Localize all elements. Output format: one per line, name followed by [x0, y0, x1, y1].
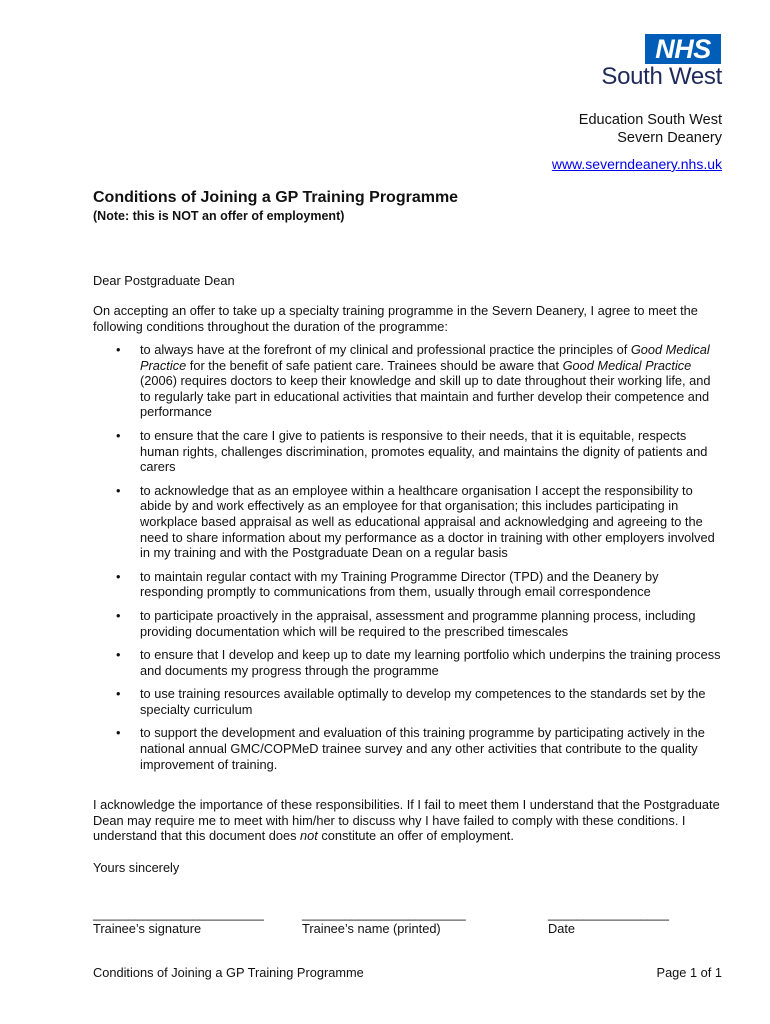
- closing-paragraph: [93, 797, 723, 844]
- list-item: [93, 483, 723, 561]
- deanery-name: Severn Deanery: [617, 130, 722, 146]
- page-number: Page 1 of 1: [656, 965, 722, 980]
- list-item-text: to participate proactively in the appraisal, assessment and programme planning process, including providing documentation which will be required to the prescribed timescales: [140, 607, 696, 639]
- list-item-text: to support the development and evaluation of this training programme by participating actively in the national annual GMC/COPMeD trainee survey and any other activities that contribute to the quality improvement of training.: [140, 725, 705, 772]
- closing-text-end: constitute an offer of employment.: [317, 828, 514, 844]
- list-item: [93, 647, 723, 678]
- signature-line[interactable]: ________________________: [93, 906, 264, 921]
- date-line[interactable]: _________________: [548, 906, 669, 921]
- date-label: Date: [548, 921, 576, 936]
- bullet-icon: •: [116, 647, 121, 663]
- list-item: [93, 428, 723, 475]
- name-line[interactable]: _______________________: [302, 906, 466, 921]
- nhs-logo: NHS: [645, 34, 721, 64]
- list-item-text: to always have at the forefront of my clinical and professional practice the principles of: [140, 342, 631, 357]
- bullet-icon: •: [116, 482, 121, 498]
- list-item-text: to maintain regular contact with my Training Programme Director (TPD) and the Deanery by responding promptly to communications from them, usually through email correspondence: [140, 568, 659, 600]
- list-item-text: to ensure that I develop and keep up to date my learning portfolio which underpins the training process and documents my progress through the programme: [140, 647, 721, 678]
- list-item-text: to acknowledge that as an employee within a healthcare organisation I accept the responsibility to abide by and work effectively as an employee for that organisation; this includes participating in workplace based appraisal as well as educational appraisal and acknowledging and agreeing to the need to share information about my performance as a doctor in training with other employers involved in my training and with the Postgraduate Dean on a regular basis: [140, 482, 715, 561]
- list-item: [93, 686, 723, 717]
- greeting: Dear Postgraduate Dean: [93, 273, 235, 288]
- closing-text: I acknowledge the importance of these responsibilities. If I fail to meet them I understand that the Postgraduate Dean may require me to meet with him/her to discuss why I have failed to comply with these conditions. I understand that this document does: [93, 797, 720, 844]
- gmp-emphasis: Good Medical Practice: [140, 342, 710, 373]
- bullet-icon: •: [116, 686, 121, 702]
- bullet-icon: •: [116, 568, 121, 584]
- document-title: Conditions of Joining a GP Training Programme: [93, 189, 459, 206]
- signature-label: Trainee’s signature: [93, 921, 202, 936]
- list-item-text: (2006) requires doctors to keep their knowledge and skill up to date throughout their working life, and to regularly take part in educational activities that maintain and further develop their competence and performance: [140, 373, 711, 420]
- signoff: Yours sincerely: [93, 860, 180, 875]
- bullet-icon: •: [116, 427, 121, 443]
- list-item: [93, 569, 723, 600]
- conditions-list: [93, 342, 723, 772]
- gmp-emphasis: Good Medical Practice: [562, 357, 692, 373]
- list-item: [93, 725, 723, 772]
- bullet-icon: •: [116, 607, 121, 623]
- bullet-icon: •: [116, 342, 121, 357]
- list-item-text: to use training resources available optimally to develop my competences to the standards set by the specialty curriculum: [140, 686, 706, 717]
- list-item-text: to ensure that the care I give to patients is responsive to their needs, that it is equitable, respects human rights, challenges discrimination, promotes equality, and maintains the dignity of patients and carers: [140, 427, 708, 475]
- list-item: [93, 608, 723, 639]
- name-label: Trainee’s name (printed): [302, 921, 441, 936]
- intro-paragraph: On accepting an offer to take up a specialty training programme in the Severn Deanery, I agree to meet the following conditions throughout the duration of the programme:: [93, 303, 698, 334]
- website-link[interactable]: www.severndeanery.nhs.uk: [551, 156, 722, 172]
- bullet-icon: •: [116, 725, 121, 741]
- organisation-name: Education South West: [578, 112, 722, 128]
- not-emphasis: not: [300, 828, 318, 844]
- region-name: South West: [601, 63, 722, 90]
- list-item-text: for the benefit of safe patient care. Trainees should be aware that: [186, 357, 563, 373]
- list-item: [93, 342, 723, 420]
- document-subtitle: (Note: this is NOT an offer of employment): [93, 209, 345, 223]
- footer-title: Conditions of Joining a GP Training Programme: [93, 965, 364, 980]
